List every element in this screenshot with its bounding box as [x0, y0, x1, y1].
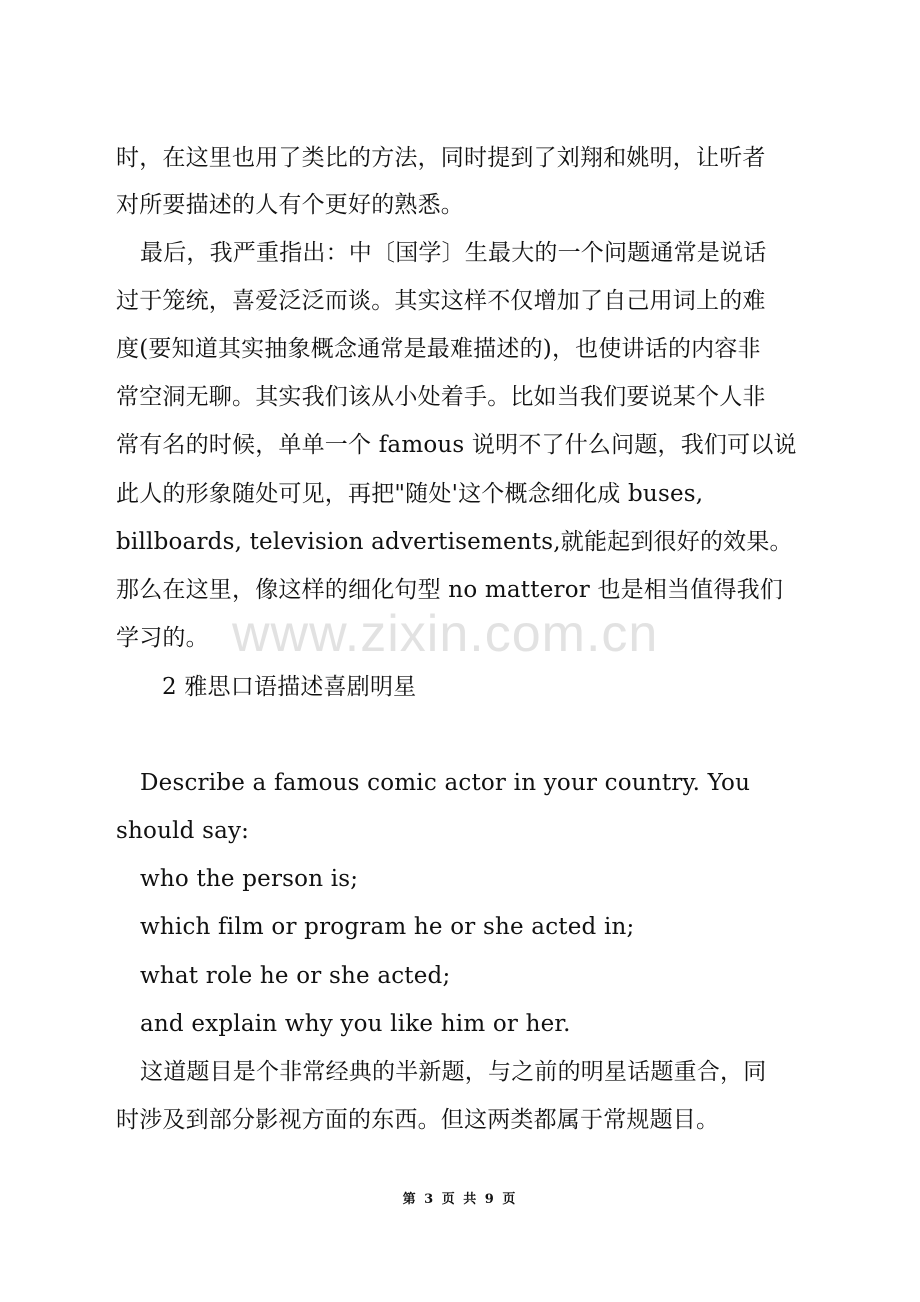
paragraph-line: 时涉及到部分影视方面的东西。但这两类都属于常规题目。 — [116, 1107, 720, 1133]
section-heading: 2 雅思口语描述喜剧明星 — [162, 674, 417, 700]
paragraph-line: 时，在这里也用了类比的方法，同时提到了刘翔和姚明，让听者 — [116, 145, 766, 171]
paragraph-line: 此人的形象随处可见，再把"随处'这个概念细化成 buses, — [116, 481, 704, 507]
paragraph-line: 常空洞无聊。其实我们该从小处着手。比如当我们要说某个人非 — [116, 384, 766, 410]
paragraph-line: 最后，我严重指出：中〔国学〕生最大的一个问题通常是说话 — [140, 240, 767, 266]
paragraph-line: 那么在这里，像这样的细化句型 no matteror 也是相当值得我们 — [116, 577, 784, 603]
paragraph-line: 学习的。 — [116, 625, 209, 651]
paragraph-line: 过于笼统，喜爱泛泛而谈。其实这样不仅增加了自己用词上的难 — [116, 288, 766, 314]
paragraph-line: 这道题目是个非常经典的半新题，与之前的明星话题重合，同 — [140, 1059, 767, 1085]
paragraph-line: 常有名的时候，单单一个 famous 说明不了什么问题，我们可以说 — [116, 432, 797, 458]
watermark: www.zixin.com.cn — [232, 605, 659, 663]
prompt-bullet: and explain why you like him or her. — [140, 1011, 571, 1037]
prompt-line: should say: — [116, 818, 250, 844]
paragraph-line: 度(要知道其实抽象概念通常是最难描述的)，也使讲话的内容非 — [116, 336, 761, 362]
paragraph-line: 对所要描述的人有个更好的熟悉。 — [116, 192, 464, 218]
paragraph-line: billboards, television advertisements,就能起到很好的效果。 — [116, 529, 793, 555]
prompt-bullet: what role he or she acted; — [140, 963, 451, 989]
prompt-bullet: which film or program he or she acted in; — [140, 914, 635, 940]
prompt-bullet: who the person is; — [140, 866, 359, 892]
page-footer: 第 3 页 共 9 页 — [402, 1192, 518, 1207]
prompt-line: Describe a famous comic actor in your country. You — [140, 770, 751, 796]
